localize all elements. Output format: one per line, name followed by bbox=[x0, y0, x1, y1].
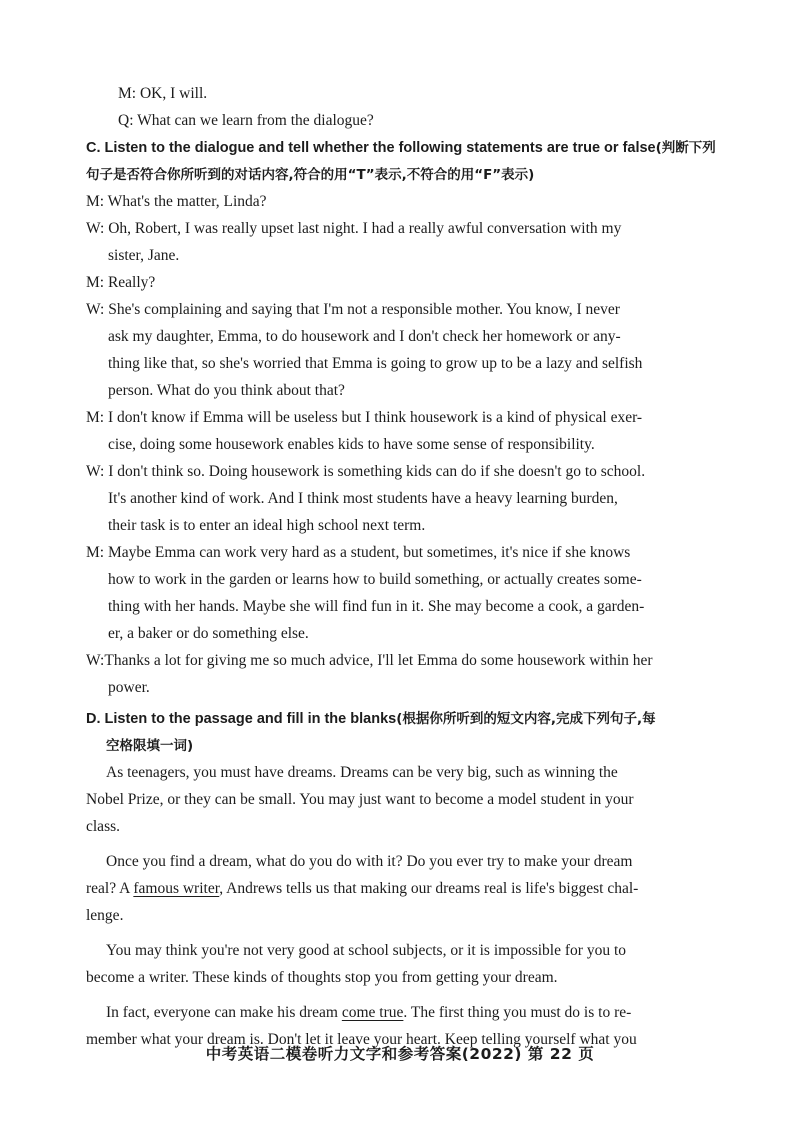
section-d-heading bbox=[86, 705, 718, 760]
passage-block bbox=[86, 759, 718, 1053]
section-c-heading bbox=[86, 134, 718, 189]
dialogue-line: cise, doing some housework enables kids to have some sense of responsibility. bbox=[108, 436, 595, 453]
intro-m-line: M: OK, I will. bbox=[118, 85, 208, 102]
dialogue-line: ask my daughter, Emma, to do housework and I don't check her homework or any- bbox=[108, 328, 621, 345]
page-footer: 中考英语二模卷听力文字和参考答案(2022) 第 22 页 bbox=[205, 1045, 595, 1063]
dialogue-line: It's another kind of work. And I think most students have a heavy learning burden, bbox=[108, 490, 618, 507]
dialogue-line: W: She's complaining and saying that I'm not a responsible mother. You know, I never bbox=[86, 301, 620, 318]
answer-famous-writer: famous writer bbox=[133, 880, 220, 897]
passage-p2-line-3: lenge. bbox=[86, 907, 124, 924]
dialogue-line: sister, Jane. bbox=[108, 247, 180, 264]
section-c-instruction-2: 句子是否符合你所听到的对话内容,符合的用“T”表示,不符合的用“F”表示) bbox=[86, 167, 535, 183]
section-c-title: C. Listen to the dialogue and tell whether the following statements are true or false bbox=[86, 140, 656, 156]
dialogue-line: thing like that, so she's worried that Emma is going to grow up to be a lazy and selfish bbox=[108, 355, 643, 372]
section-c-instruction-1: (判断下列 bbox=[655, 140, 716, 156]
passage-p3-line-1: You may think you're not very good at school subjects, or it is impossible for you to bbox=[106, 942, 626, 959]
dialogue-line: M: I don't know if Emma will be useless but I think housework is a kind of physical exer- bbox=[86, 409, 643, 426]
dialogue-line: M: Maybe Emma can work very hard as a student, but sometimes, it's nice if she knows bbox=[86, 544, 631, 561]
dialogue-line: W: Oh, Robert, I was really upset last night. I had a really awful conversation with my bbox=[86, 220, 622, 237]
dialogue-line: power. bbox=[108, 679, 150, 696]
dialogue-line: M: What's the matter, Linda? bbox=[86, 193, 267, 210]
answer-come-true: come true bbox=[341, 1004, 404, 1021]
passage-p3-line-2: become a writer. These kinds of thoughts stop you from getting your dream. bbox=[86, 969, 558, 986]
dialogue-block bbox=[86, 188, 718, 701]
dialogue-line: W:Thanks a lot for giving me so much advice, I'll let Emma do some housework within her bbox=[86, 652, 653, 669]
dialogue-line: W: I don't think so. Doing housework is something kids can do if she doesn't go to school. bbox=[86, 463, 646, 480]
dialogue-line: how to work in the garden or learns how to build something, or actually creates some- bbox=[108, 571, 642, 588]
passage-p2-line-1: Once you find a dream, what do you do with it? Do you ever try to make your dream bbox=[106, 853, 633, 870]
intro-block bbox=[118, 80, 718, 134]
passage-p4-line-1: In fact, everyone can make his dream come true. The first thing you must do is to re- bbox=[106, 1004, 632, 1021]
section-d-title: D. Listen to the passage and fill in the blanks bbox=[86, 711, 397, 727]
section-d-instruction-2: 空格限填一词) bbox=[106, 738, 194, 754]
passage-p2-line-2: real? A famous writer, Andrews tells us that making our dreams real is life's biggest chal- bbox=[86, 880, 639, 897]
passage-p1-line-2: Nobel Prize, or they can be small. You may just want to become a model student in your bbox=[86, 791, 634, 808]
dialogue-line: person. What do you think about that? bbox=[108, 382, 345, 399]
dialogue-line: er, a baker or do something else. bbox=[108, 625, 309, 642]
dialogue-line: their task is to enter an ideal high school next term. bbox=[108, 517, 426, 534]
dialogue-line: M: Really? bbox=[86, 274, 156, 291]
passage-p1-line-3: class. bbox=[86, 818, 121, 835]
passage-p1-line-1: As teenagers, you must have dreams. Dreams can be very big, such as winning the bbox=[106, 764, 618, 781]
intro-q-line: Q: What can we learn from the dialogue? bbox=[118, 112, 374, 129]
dialogue-line: thing with her hands. Maybe she will find fun in it. She may become a cook, a garden- bbox=[108, 598, 645, 615]
section-d-instruction-1: (根据你所听到的短文内容,完成下列句子,每 bbox=[396, 711, 656, 727]
passage-p4-line-2: member what your dream is. Don't let it leave your heart. Keep telling yourself what you bbox=[86, 1031, 637, 1048]
